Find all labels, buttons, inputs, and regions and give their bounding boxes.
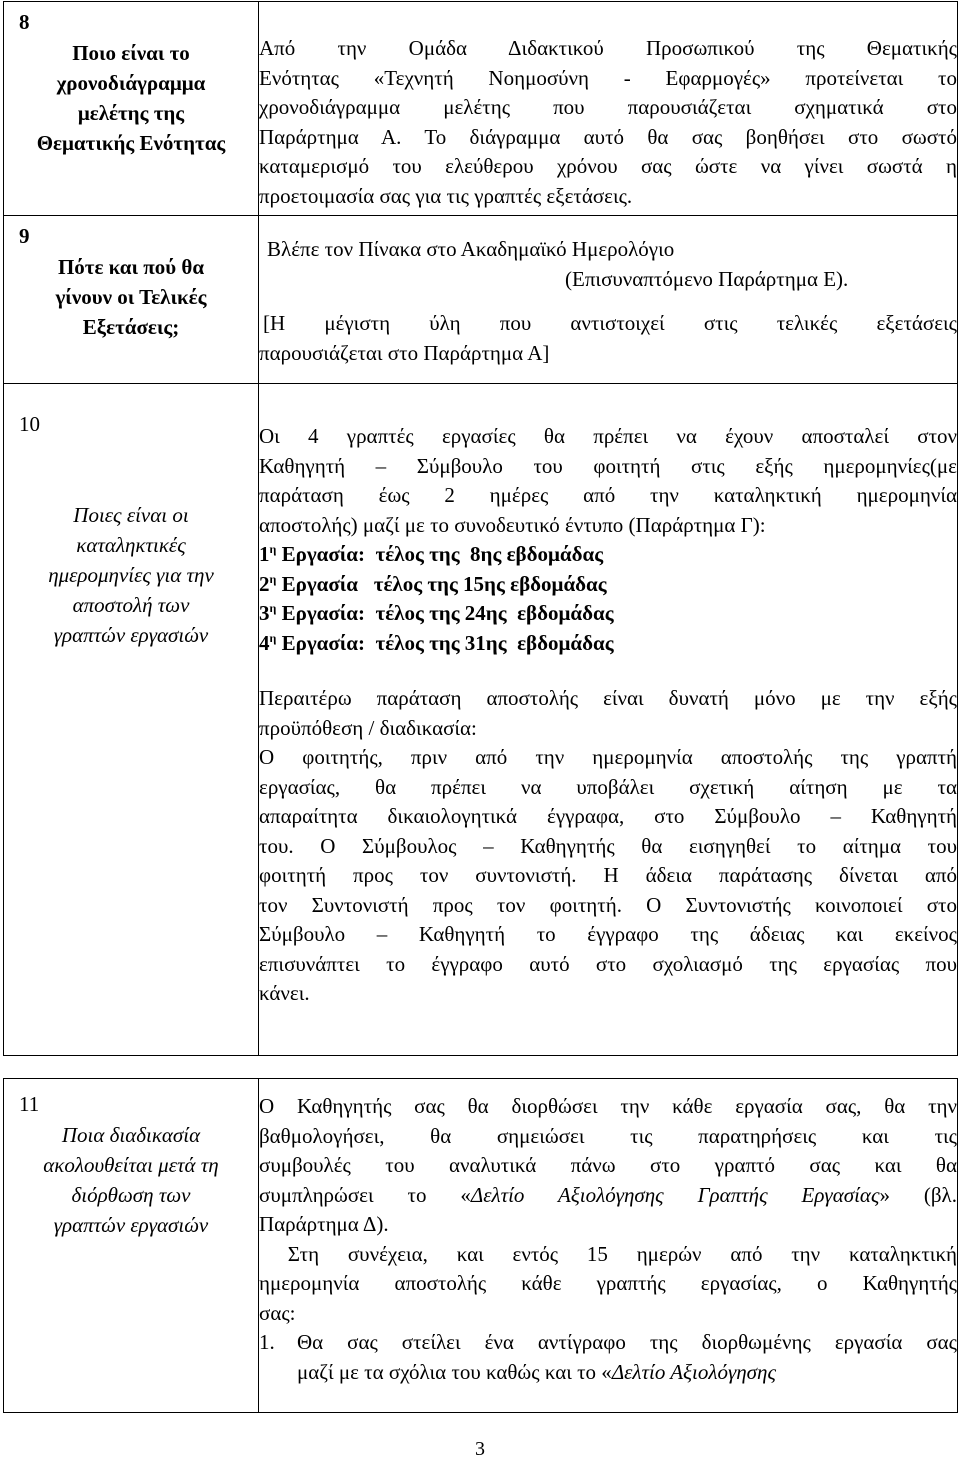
extension-line: κάνει. [259, 981, 310, 1005]
row-11-answer [259, 1079, 957, 1387]
grading-line: συμβουλές του αναλυτικά πάνω στο γραπτό σας και θα [259, 1153, 957, 1177]
answer-line: Παράρτημα Α. Το διάγραμμα αυτό θα σας βοηθήσει στο σωστό [259, 124, 957, 149]
evaluation-sheet-title: Δελτίο Αξιολόγησης Γραπτής Εργασίας [470, 1182, 880, 1207]
faq-table-continued [3, 1078, 958, 1413]
see-calendar-line: Βλέπε τον Πίνακα στο Ακαδημαϊκό Ημερολόγιο [267, 237, 675, 261]
extension-line: τον Συντονιστή προς τον φοιτητή. Ο Συντονιστής κοινοποιεί στο [259, 892, 957, 917]
deadline-intro-line: αποστολής) μαζί με το συνοδευτικό έντυπο (Παράρτημα Γ): [259, 512, 766, 537]
extension-line: απαραίτητα δικαιολογητικά έγγραφα, στο Σύμβουλο – Καθηγητή [259, 804, 957, 828]
row-9-answer [259, 216, 957, 368]
list-item [259, 1328, 957, 1387]
question-line: Ποιο είναι το [72, 41, 190, 65]
extension-line: Σύμβουλο – Καθηγητή το έγγραφο της άδειας και εκείνος [259, 922, 957, 946]
row-11-number: 11 [19, 1092, 40, 1116]
row-8-answer [259, 2, 957, 211]
question-line: αποστολή των [72, 593, 190, 617]
question-line: Πότε και πού θα [57, 255, 205, 279]
answer-line: καταμερισμό του ελεύθερου χρόνου σας ώστε να γίνει σωστά η [259, 154, 957, 178]
extension-line: εργασίας, θα πρέπει να υποβάλει σχετική αίτηση με τα [259, 774, 957, 799]
grading-line: Ο Καθηγητής σας θα διορθώσει την κάθε εργασία σας, θα την [259, 1094, 957, 1118]
exam-material-note: παρουσιάζεται στο Παράρτημα Α] [259, 340, 550, 365]
assignment-deadline-3 [259, 599, 957, 629]
assignment-number: 1 [259, 542, 270, 566]
row-9 [4, 216, 958, 384]
row-9-question-cell [4, 216, 259, 384]
question-line: Εξετάσεις; [82, 315, 180, 339]
extension-line: φοιτητή προς τον συντονιστή. Η άδεια παράτασης δίνεται από [259, 863, 957, 887]
extension-line: επισυνάπτει το έγγραφο αυτό στο σχολιασμό της εργασίας που [259, 951, 957, 976]
question-line: γραπτών εργασιών [53, 1213, 209, 1237]
row-8-number: 8 [19, 10, 30, 34]
question-line: Θεματικής Ενότητας [36, 131, 226, 155]
row-10-answer-cell [259, 384, 958, 1056]
row-8-question-cell [4, 2, 259, 216]
deadline-intro-line: Καθηγητή – Σύμβουλο του φοιτητή στις εξής ημερομηνίες(με [259, 453, 957, 478]
text-run: συμπληρώσει το « [259, 1182, 471, 1207]
assignment-deadline-text: Εργασία: τέλος της 8ης εβδομάδας [276, 542, 604, 566]
list-line [297, 1358, 957, 1388]
row-9-answer-cell [259, 216, 958, 384]
faq-table-main [3, 1, 958, 1056]
evaluation-sheet-title: Δελτίο Αξιολόγησης [611, 1359, 776, 1384]
row-9-number: 9 [19, 224, 30, 248]
assignment-number: 2 [259, 571, 270, 596]
row-10-number: 10 [19, 412, 40, 436]
text-run: » (βλ. [879, 1182, 957, 1207]
assignment-number: 4 [259, 630, 270, 655]
row-8-answer-cell [259, 2, 958, 216]
answer-line: προετοιμασία σας για τις γραπτές εξετάσεις. [259, 183, 633, 208]
answer-line: Ενότητας «Τεχνητή Νοημοσύνη - Εφαρμογές» προτείνεται το [259, 65, 957, 90]
assignment-number: 3 [259, 601, 270, 625]
row-11-question [12, 1079, 250, 1240]
assignment-deadline-text: Εργασία: τέλος της 24ης εβδομάδας [276, 601, 614, 625]
ordinal-suffix: η [269, 571, 277, 586]
assignment-deadline-4 [259, 629, 957, 659]
question-line: ακολουθείται μετά τη [43, 1153, 219, 1177]
extension-line: Περαιτέρω παράταση αποστολής είναι δυνατή μόνο με την εξής [259, 686, 957, 710]
row-10-question-cell [4, 384, 259, 1056]
grading-line: βαθμολογήσει, θα σημειώσει τις παρατηρήσεις και τις [259, 1123, 957, 1148]
ordinal-suffix: η [269, 601, 277, 615]
assignment-deadline-text: Εργασία: τέλος της 31ης εβδομάδας [276, 630, 614, 655]
followup-line: σας: [259, 1300, 296, 1325]
assignment-deadline-2 [259, 570, 957, 600]
answer-line: Από την Ομάδα Διδακτικού Προσωπικού της Θεματικής [259, 36, 957, 60]
page-number: 3 [475, 1438, 485, 1460]
followup-line: Στη συνέχεια, και εντός 15 ημερών από την καταληκτική [259, 1241, 958, 1266]
question-line: μελέτης της [77, 101, 185, 125]
exam-material-note: [Η μέγιστη ύλη που αντιστοιχεί στις τελικές εξετάσεις [263, 311, 957, 335]
row-10-answer [259, 384, 957, 1009]
row-10 [4, 384, 958, 1056]
grading-line [259, 1181, 957, 1211]
assignment-deadline-1 [259, 540, 957, 570]
question-line: Ποια διαδικασία [61, 1123, 201, 1147]
ordinal-suffix: η [269, 630, 277, 645]
question-line: διόρθωση των [71, 1183, 191, 1207]
question-line: γραπτών εργασιών [53, 623, 209, 647]
assignment-deadline-text: Εργασία τέλος της 15ης εβδομάδας [276, 571, 607, 596]
extension-line: Ο φοιτητής, πριν από την ημερομηνία αποστολής της γραπτή [259, 745, 957, 769]
question-line: ημερομηνίες για την [48, 563, 214, 587]
row-11-question-cell [4, 1079, 259, 1413]
row-10-question [12, 384, 250, 650]
row-9-question [12, 216, 250, 342]
row-11 [4, 1079, 958, 1413]
extension-line: του. Ο Σύμβουλος – Καθηγητής θα εισηγηθεί το αίτημα του [259, 833, 957, 858]
list-item-text [297, 1328, 957, 1387]
list-line: Θα σας στείλει ένα αντίγραφο της διορθωμένης εργασία σας [297, 1330, 957, 1354]
extension-procedure [259, 684, 957, 1009]
row-8-question [12, 2, 250, 158]
question-line: Ποιες είναι οι [73, 503, 189, 527]
followup-line: ημερομηνία αποστολής κάθε γραπτής εργασίας, ο Καθηγητής [259, 1271, 957, 1295]
grading-line: Παράρτημα Δ). [259, 1212, 389, 1236]
deadline-intro-line: Οι 4 γραπτές εργασίες θα πρέπει να έχουν αποσταλεί στον [259, 424, 957, 448]
question-line: χρονοδιάγραμμα [56, 71, 206, 95]
answer-line: χρονοδιάγραμμα μελέτης που παρουσιάζεται σχηματικά στο [259, 95, 957, 119]
ordinal-suffix: η [269, 542, 277, 556]
row-11-answer-cell [259, 1079, 958, 1413]
question-line: γίνουν οι Τελικές [55, 285, 207, 309]
row-8 [4, 2, 958, 216]
see-appendix-line: (Επισυναπτόμενο Παράρτημα Ε). [565, 266, 849, 291]
deadline-intro-line: παράταση έως 2 ημέρες από την καταληκτική ημερομηνία [259, 483, 957, 507]
extension-line: προϋπόθεση / διαδικασία: [259, 715, 477, 740]
list-number: 1. [259, 1330, 275, 1354]
question-line: καταληκτικές [76, 533, 186, 557]
text-run: μαζί με τα σχόλια του καθώς και το « [297, 1359, 612, 1384]
